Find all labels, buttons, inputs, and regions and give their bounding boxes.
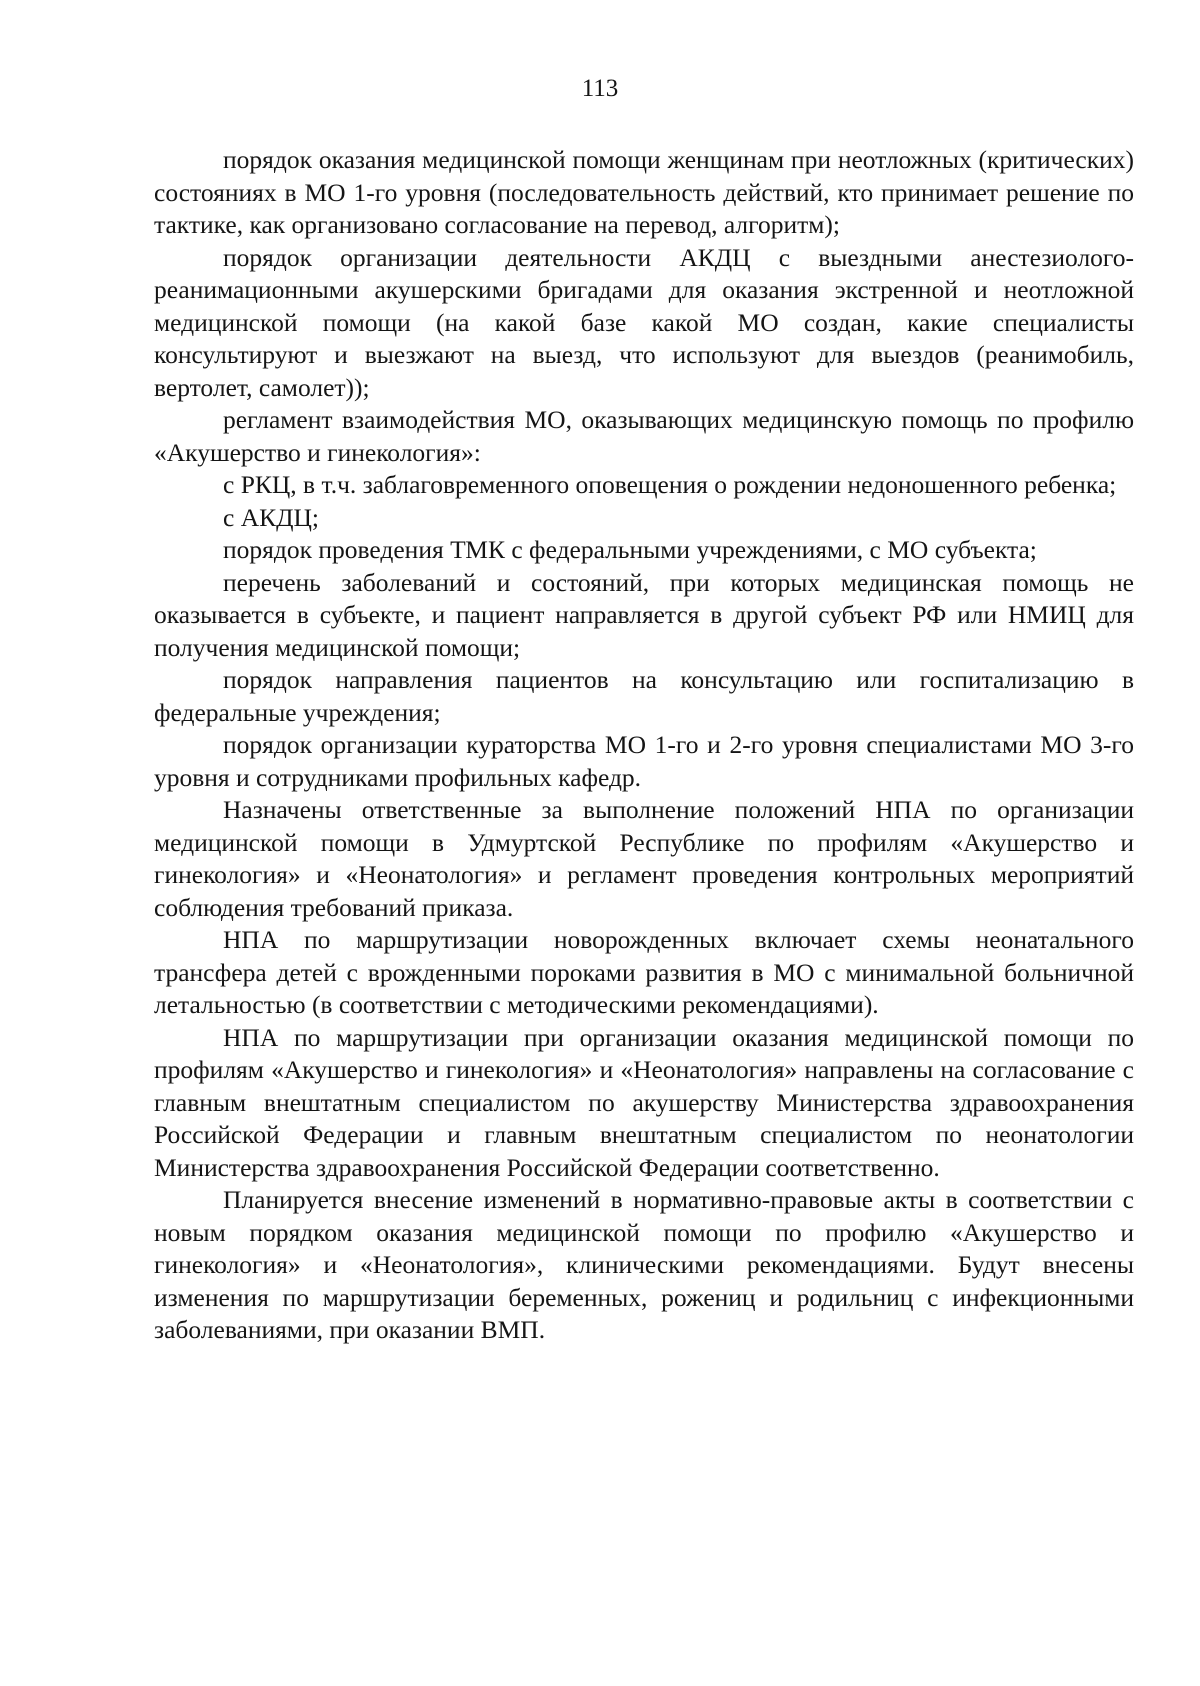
paragraph-8: порядок направления пациентов на консультацию или госпитализацию в федеральные учреждения;	[154, 665, 1134, 727]
paragraph-10: Назначены ответственные за выполнение положений НПА по организации медицинской помощи в Удмуртской Республике по профилям «Акушерство и гинекология» и «Неонатология» и регламент проведения контрольных мероприятий соблюдения требований приказа.	[154, 795, 1134, 922]
paragraph-9: порядок организации кураторства МО 1-го и 2-го уровня специалистами МО 3-го уровня и сотрудниками профильных кафедр.	[154, 730, 1134, 792]
body-text	[154, 144, 1134, 1347]
paragraph-7: перечень заболеваний и состояний, при которых медицинская помощь не оказывается в субъекте, и пациент направляется в другой субъект РФ или НМИЦ для получения медицинской помощи;	[154, 567, 1134, 662]
paragraph-5: с АКДЦ;	[223, 502, 320, 532]
page-number: 113	[581, 75, 619, 102]
paragraph-6: порядок проведения ТМК с федеральными учреждениями, с МО субъекта;	[223, 535, 1037, 564]
paragraph-2: порядок организации деятельности АКДЦ с выездными анестезиолого-реанимационными акушерскими бригадами для оказания экстренной и неотложной медицинской помощи (на какой базе какой МО создан, какие специалисты консультируют и выезжают на выезд, что используют для выездов (реанимобиль, вертолет, самолет));	[154, 242, 1134, 402]
paragraph-3: регламент взаимодействия МО, оказывающих медицинскую помощь по профилю «Акушерство и гинекология»:	[154, 405, 1134, 467]
paragraph-11: НПА по маршрутизации новорожденных включает схемы неонатального трансфера детей с врожденными пороками развития в МО с минимальной больничной летальностью (в соответствии с методическими рекомендациями).	[154, 925, 1134, 1019]
paragraph-4: с РКЦ, в т.ч. заблаговременного оповещения о рождении недоношенного ребенка;	[223, 470, 1117, 499]
paragraph-13: Планируется внесение изменений в нормативно-правовые акты в соответствии с новым порядком оказания медицинской помощи по профилю «Акушерство и гинекология» и «Неонатология», клиническими рекомендациями. Будут внесены изменения по маршрутизации беременных, рожениц и родильниц с инфекционными заболеваниями, при оказании ВМП.	[154, 1185, 1134, 1344]
paragraph-1: порядок оказания медицинской помощи женщинам при неотложных (критических) состояниях в МО 1-го уровня (последовательность действий, кто принимает решение по тактике, как организовано согласование на перевод, алгоритм);	[154, 145, 1134, 239]
paragraph-12: НПА по маршрутизации при организации оказания медицинской помощи по профилям «Акушерство и гинекология» и «Неонатология» направлены на согласование с главным внештатным специалистом по акушерству Министерства здравоохранения Российской Федерации и главным внештатным специалистом по неонатологии Министерства здравоохранения Российской Федерации соответственно.	[154, 1022, 1134, 1182]
